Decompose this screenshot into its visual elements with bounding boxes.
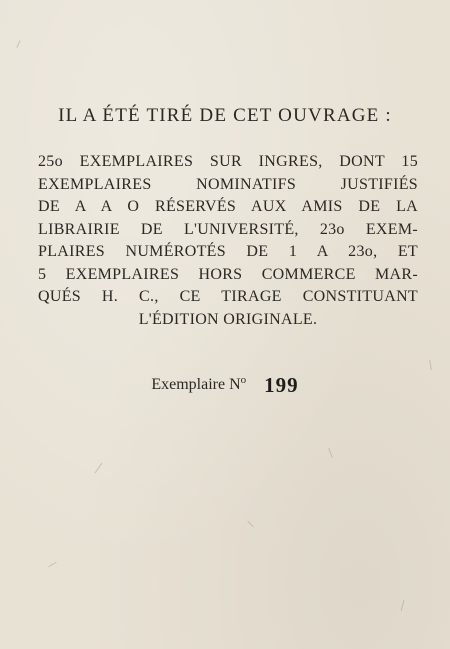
colophon-text — [38, 151, 418, 331]
colophon-line: PLAIRES NUMÉROTÉS DE 1 A 23o, ET — [38, 243, 418, 260]
paper-fiber — [328, 448, 332, 458]
colophon-line: 25o EXEMPLAIRES SUR INGRES, DONT 15 — [38, 153, 418, 170]
colophon-line: 5 EXEMPLAIRES HORS COMMERCE MAR- — [38, 265, 418, 283]
copy-label: Exemplaire N — [151, 376, 241, 393]
copy-number: 199 — [264, 373, 299, 397]
paper-fiber — [16, 40, 20, 48]
paper-fiber — [429, 360, 432, 370]
colophon-line: DE A A O RÉSERVÉS AUX AMIS DE LA — [38, 198, 418, 215]
copy-number-line — [0, 373, 450, 398]
colophon-heading: IL A ÉTÉ TIRÉ DE CET OUVRAGE : — [58, 105, 392, 126]
colophon-line: L'ÉDITION ORIGINALE. — [138, 310, 318, 328]
colophon-line: LIBRAIRIE DE L'UNIVERSITÉ, 23o EXEM- — [38, 220, 418, 238]
paper-fiber — [247, 521, 253, 527]
copy-label-superscript: o — [240, 374, 247, 386]
paper-fiber — [48, 562, 56, 567]
paper-fiber — [95, 463, 103, 473]
colophon-line: QUÉS H. C., CE TIRAGE CONSTITUANT — [38, 288, 418, 305]
paper-fiber — [401, 600, 405, 611]
colophon-line: EXEMPLAIRES NOMINATIFS JUSTIFIÉS — [38, 175, 418, 193]
